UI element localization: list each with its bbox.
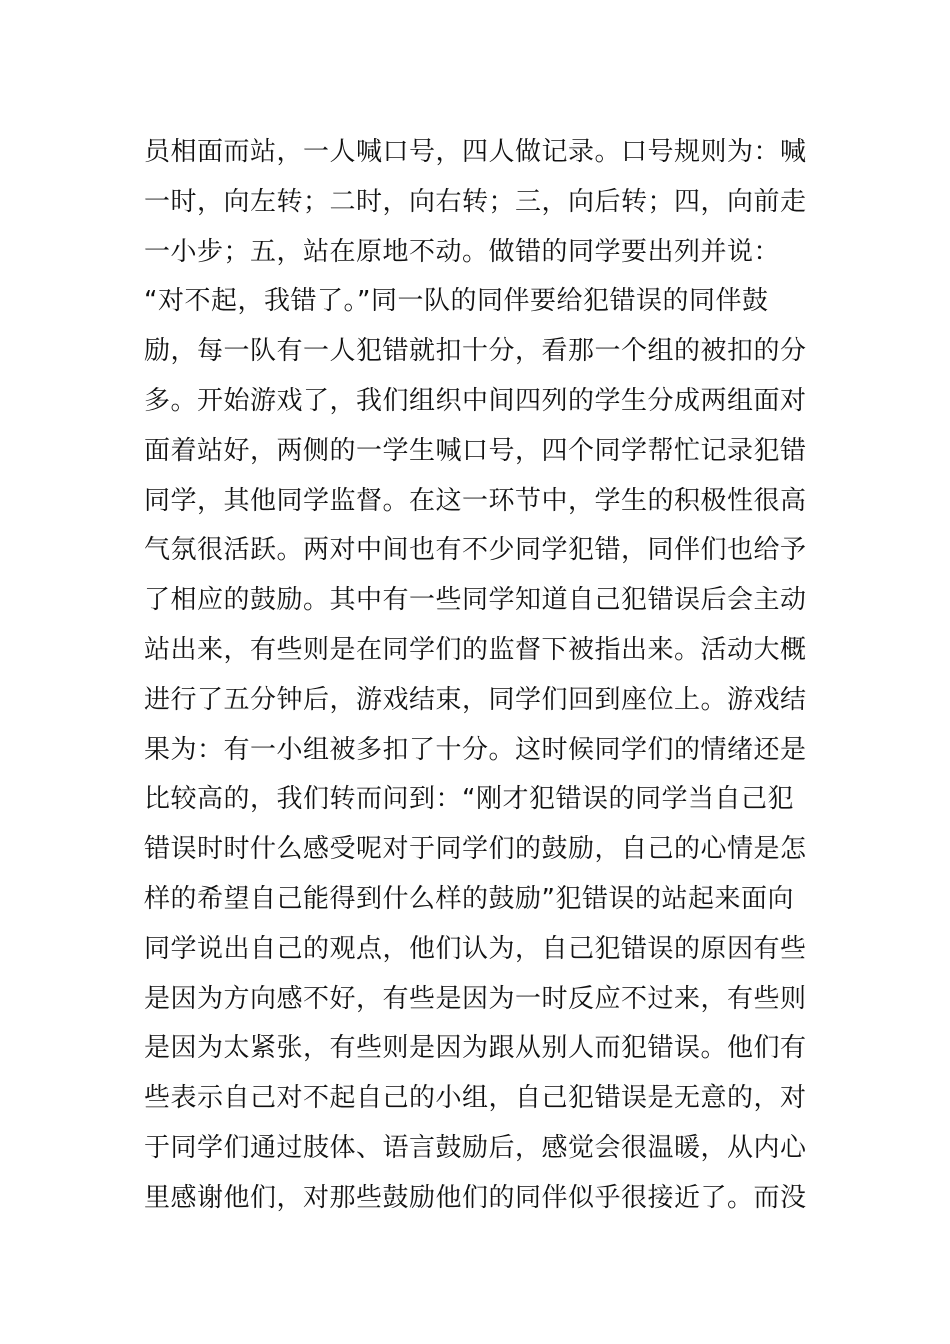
text-line: 员相面而站，一人喊口号，四人做记录。口号规则为：喊 [144,137,807,167]
text-line: 果为：有一小组被多扣了十分。这时候同学们的情绪还是 [144,734,807,765]
text-line: 同学，其他同学监督。在这一环节中，学生的积极性很高 [144,485,807,516]
text-line: 于同学们通过肢体、语言鼓励后，感觉会很温暖，从内心 [144,1132,807,1163]
text-line: 里感谢他们，对那些鼓励他们的同伴似乎很接近了。而没 [144,1182,807,1213]
text-line: 励，每一队有一人犯错就扣十分，看那一个组的被扣的分 [144,336,807,367]
text-line: 气氛很活跃。两对中间也有不少同学犯错，同伴们也给予 [144,535,807,566]
text-line: 样的希望自己能得到什么样的鼓励”犯错误的站起来面向 [144,883,794,914]
text-line: “对不起，我错了。”同一队的同伴要给犯错误的同伴鼓 [144,286,769,317]
text-line: 进行了五分钟后，游戏结束，同学们回到座位上。游戏结 [144,684,807,715]
text-line: 一时，向左转；二时，向右转；三，向后转；四，向前走 [144,186,807,217]
text-line: 比较高的，我们转而问到：“刚才犯错误的同学当自己犯 [144,784,794,815]
text-line: 一小步；五，站在原地不动。做错的同学要出列并说： [144,236,781,267]
text-line: 多。开始游戏了，我们组织中间四列的学生分成两组面对 [144,385,807,416]
text-line: 同学说出自己的观点，他们认为，自己犯错误的原因有些 [144,933,807,964]
text-line: 面着站好，两侧的一学生喊口号，四个同学帮忙记录犯错 [144,435,807,466]
text-line: 站出来，有些则是在同学们的监督下被指出来。活动大概 [144,634,807,665]
text-line: 是因为太紧张，有些则是因为跟从别人而犯错误。他们有 [144,1033,807,1064]
text-line: 错误时时什么感受呢对于同学们的鼓励，自己的心情是怎 [144,834,807,865]
text-line: 些表示自己对不起自己的小组，自己犯错误是无意的，对 [144,1083,807,1114]
text-line: 是因为方向感不好，有些是因为一时反应不过来，有些则 [144,983,807,1014]
body-text [144,128,814,1224]
text-line: 了相应的鼓励。其中有一些同学知道自己犯错误后会主动 [144,585,807,616]
